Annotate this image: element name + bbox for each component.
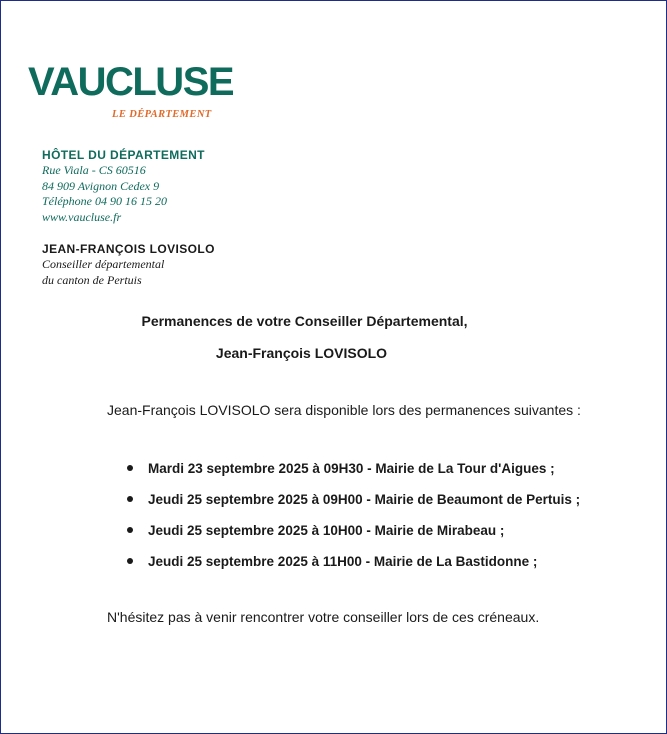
list-item-text: Jeudi 25 septembre 2025 à 09H00 - Mairie de Beaumont de Pertuis ; <box>148 492 581 507</box>
logo-wordmark: VAUCLUSE <box>28 60 234 104</box>
organization-name: HÔTEL DU DÉPARTEMENT <box>42 148 205 162</box>
list-item-text: Mardi 23 septembre 2025 à 09H30 - Mairie de La Tour d'Aigues ; <box>148 461 555 476</box>
bullet-icon <box>127 496 133 502</box>
vaucluse-logo <box>28 56 234 126</box>
list-item-text: Jeudi 25 septembre 2025 à 10H00 - Mairie de Mirabeau ; <box>148 523 505 538</box>
bullet-icon <box>127 527 133 533</box>
intro-paragraph: Jean-François LOVISOLO sera disponible lors des permanences suivantes : <box>107 402 581 418</box>
organization-address <box>42 147 205 225</box>
address-city: 84 909 Avignon Cedex 9 <box>42 178 160 193</box>
signatory-role: Conseiller départemental <box>42 257 165 271</box>
logo-subtitle: LE DÉPARTEMENT <box>112 109 212 120</box>
signatory-block <box>42 241 215 288</box>
bullet-icon <box>127 465 133 471</box>
bullet-icon <box>127 558 133 564</box>
document-title-line-1: Permanences de votre Conseiller Départemental, <box>141 313 468 329</box>
address-website: www.vaucluse.fr <box>42 209 122 224</box>
document-title-line-2: Jean-François LOVISOLO <box>215 345 388 361</box>
list-item-text: Jeudi 25 septembre 2025 à 11H00 - Mairie de La Bastidonne ; <box>148 554 538 569</box>
signatory-canton: du canton de Pertuis <box>42 272 142 287</box>
address-street: Rue Viala - CS 60516 <box>42 163 146 177</box>
closing-paragraph: N'hésitez pas à venir rencontrer votre conseiller lors de ces créneaux. <box>107 609 540 625</box>
signatory-name: JEAN-FRANÇOIS LOVISOLO <box>42 242 215 256</box>
address-phone: Téléphone 04 90 16 15 20 <box>42 194 167 208</box>
